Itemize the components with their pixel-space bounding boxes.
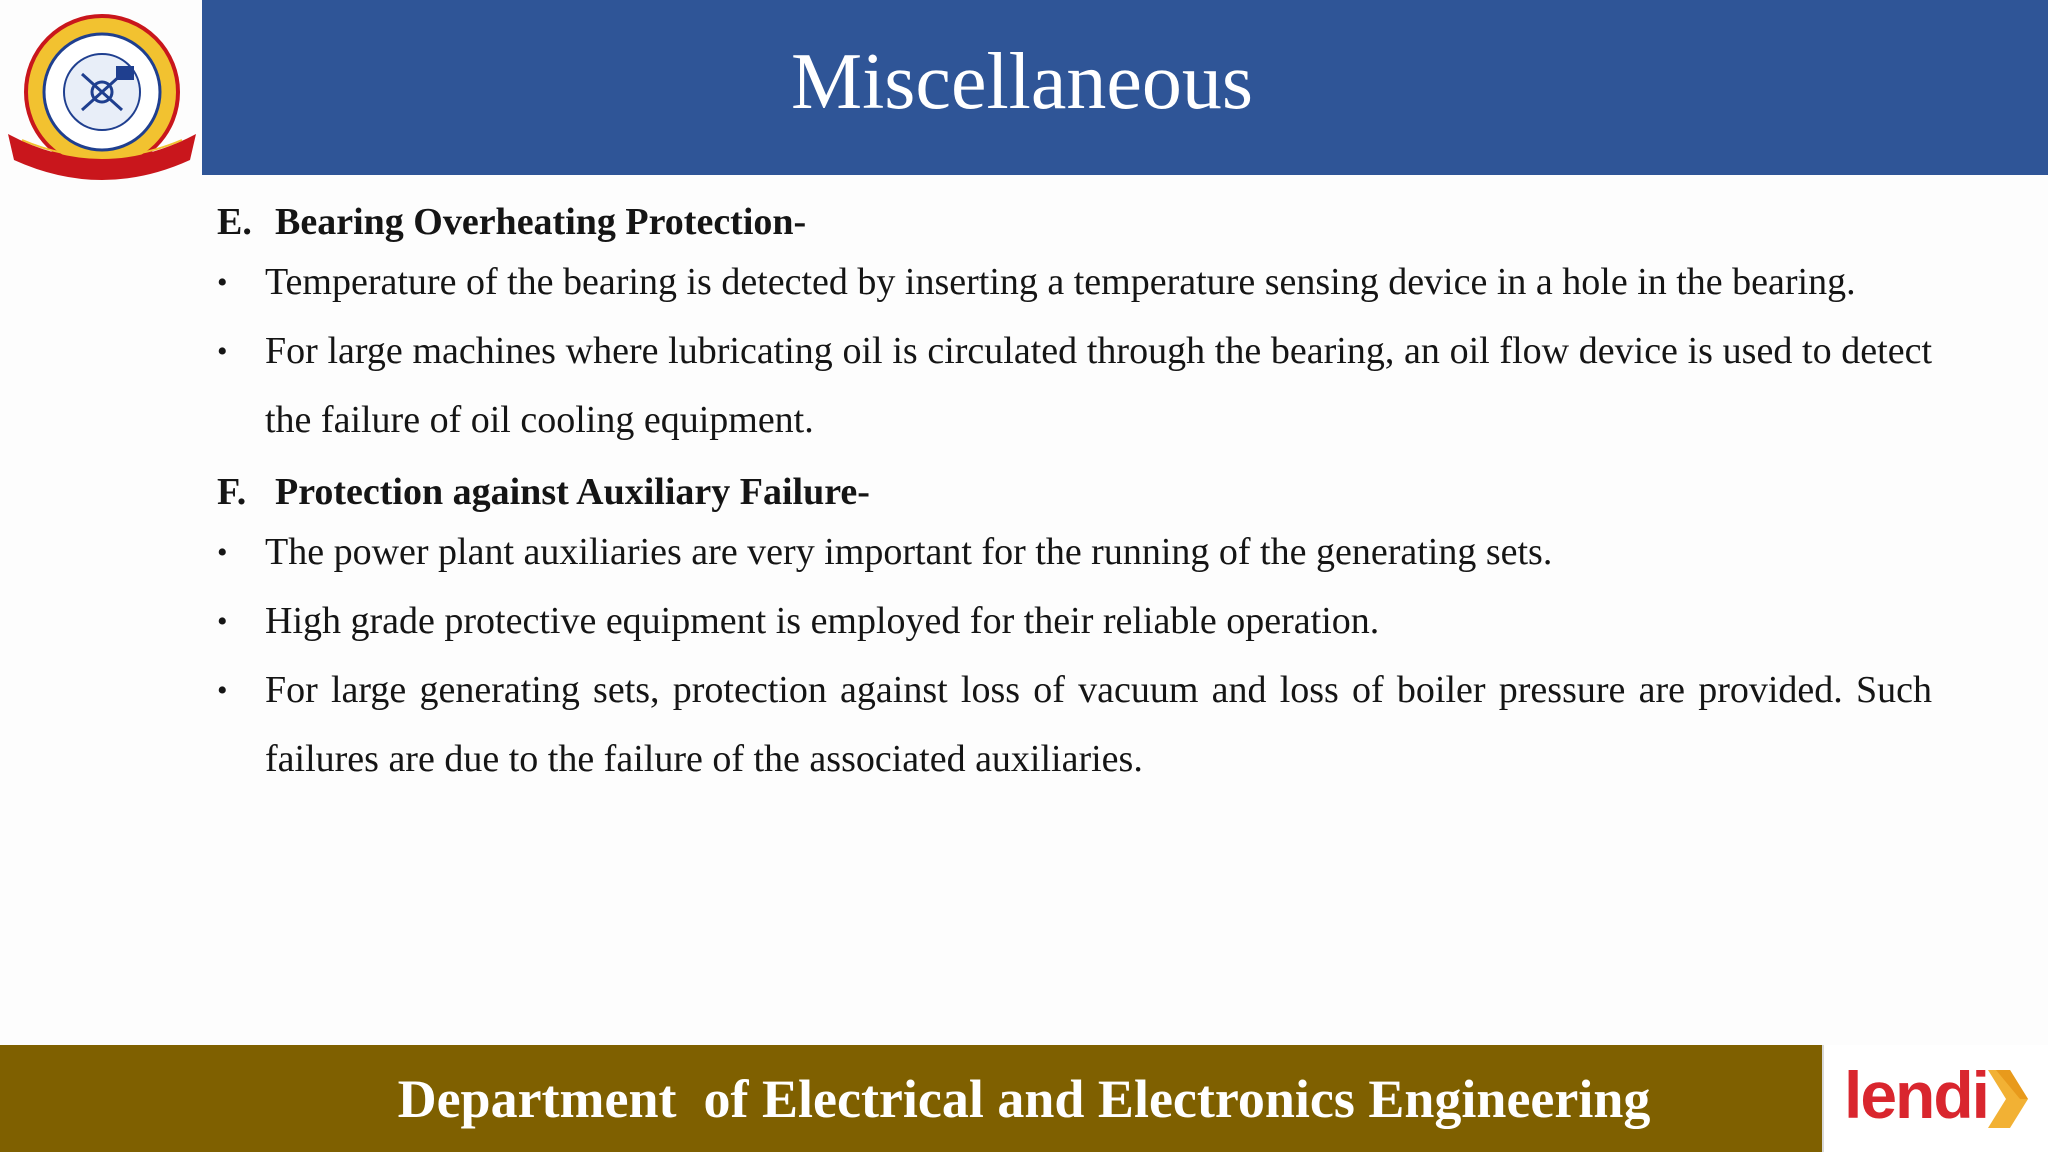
list-item bbox=[217, 248, 1932, 317]
brand-wordmark: lendi bbox=[1843, 1057, 1988, 1132]
bullet-text: For large generating sets, protection against loss of vacuum and loss of boiler pressure are provided. Such failures are due to the failure of the associated auxiliaries. bbox=[265, 669, 1932, 780]
section-heading-text: Bearing Overheating Protection- bbox=[275, 201, 807, 243]
footer-department: Department of Electrical and Electronics Engineering bbox=[397, 1068, 1651, 1129]
bullet-text: The power plant auxiliaries are very important for the running of the generating sets. bbox=[265, 531, 1553, 573]
section-heading-e bbox=[217, 196, 1932, 248]
section-heading-f bbox=[217, 466, 1932, 518]
list-item bbox=[217, 518, 1932, 587]
slide-body bbox=[217, 196, 1932, 794]
bullet-icon: • bbox=[217, 335, 228, 368]
section-heading-text: Protection against Auxiliary Failure- bbox=[275, 471, 870, 513]
list-item bbox=[217, 317, 1932, 455]
list-item bbox=[217, 587, 1932, 656]
list-item bbox=[217, 656, 1932, 794]
bullet-text: Temperature of the bearing is detected by inserting a temperature sensing device in a hole in the bearing. bbox=[265, 261, 1856, 303]
institute-logo-icon bbox=[4, 14, 200, 180]
bullet-icon: • bbox=[217, 536, 228, 569]
bullet-icon: • bbox=[217, 605, 228, 638]
lendi-arrow-icon bbox=[1984, 1064, 2030, 1134]
bullet-icon: • bbox=[217, 266, 228, 299]
bullet-text: High grade protective equipment is employed for their reliable operation. bbox=[265, 600, 1380, 642]
bullet-text: For large machines where lubricating oil is circulated through the bearing, an oil flow device is used to detect the failure of oil cooling equipment. bbox=[265, 330, 1932, 441]
bullet-icon: • bbox=[217, 674, 228, 707]
section-letter: E. bbox=[217, 201, 252, 243]
footer-brand-logo bbox=[1822, 1045, 2048, 1152]
slide-title: Miscellaneous bbox=[790, 38, 1254, 126]
section-letter: F. bbox=[217, 471, 247, 513]
